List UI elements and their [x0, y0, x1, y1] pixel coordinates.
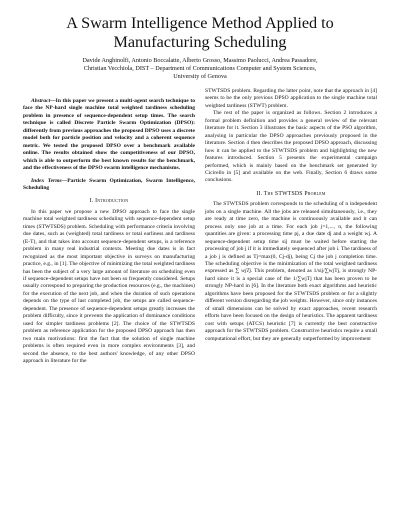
abstract	[23, 98, 195, 173]
right-paragraph-1: STWTSDS problem. Regarding the latter point, note that the approach in [4] seems to be the only previous DPSO application to the single machine total weighted tardiness (STWT) problem.	[205, 88, 377, 109]
author-block	[26, 57, 374, 82]
section-heading-introduction: I. Introduction	[89, 198, 129, 205]
index-terms-label: Index Terms	[31, 177, 62, 184]
problem-text-b: . This problem, denoted as 1/sij/∑wjTj, is strongly NP-hard since it is a special case of the 1/∑wjTj that has been proven to be strongly NP-hard in [6]. In the literature both exact algorithms and heuristic algorithms have been proposed for the STWTSDS problem or for a slightly different version disregarding the job weights. However, since only instances of small dimensions can be solved by exact approaches, recent research efforts have been focused on the design of heuristics. The apparent tardiness cost with setups (ATCS) heuristic [7] is currently the best constructive approach for the STWTSDS problem. Constructive heuristics require a small computational effort, but they are generally outperformed by improvement	[205, 268, 378, 342]
authors-line-1: Davide Anghinolfi, Antonio Boccalatte, Alberto Grosso, Massimo Paolucci, Andrea Passadore,	[82, 57, 318, 64]
title-line-2: Manufacturing Scheduling	[113, 33, 287, 51]
index-terms-text: —Particle Swarm Optimization, Swarm Intelligence, Scheduling	[23, 177, 195, 191]
paper-title	[20, 14, 380, 52]
authors-line-2: Christian Vecchiola, DIST – Department of Communications Computer and System Sciences,	[83, 65, 317, 73]
title-line-1: A Swarm Intelligence Method Applied to	[66, 14, 334, 32]
index-terms	[23, 178, 195, 193]
abstract-label: Abstract	[31, 98, 51, 104]
right-paragraph-2: The rest of the paper is organized as follows. Section 2 introduces a formal problem definition and provides a general review of the relevant literature for it. Section 3 illustrates the basic aspects of the PSO algorithm, analysing in particular the DPSO approaches previously proposed in the literature. Section 4 then describes the proposed DPSO approach, discussing how it can be applied to the STWTSDS problem and highlighting the new features introduced. Section 5 presents the experimental campaign performed, which is mainly based on the benchmark set generated by Cicirello in [5] and available on the web. Finally, Section 6 draws some conclusions.	[205, 110, 377, 184]
objective-formula: ∑ wjTj	[235, 268, 251, 275]
problem-text-a: The STWTSDS problem corresponds to the scheduling of n independent jobs on a single machine. All the jobs are released simultaneously, i.e., they are ready at time zero, the machine is continuously available and it can process only one job at a time. For each job j=1,..., n, the following quantities are given: a processing time pj, a due date dj and a weight wj. A sequence-dependent setup time sij must be waited before starting the processing of job j if it is immediately sequenced after job i. The tardiness of a job j is defined as Tj=max(0, Cj-dj), being Cj the job j completion time. The scheduling objective is the minimization of the total weighted tardiness expressed as	[205, 201, 377, 275]
abstract-text: —In this paper we present a multi-agent search technique to face the NP-hard single machine total weighted tardiness scheduling problem in presence of sequence-dependent setup times. The search technique is called Discrete Particle Swarm Optimization (DPSO): differently from previous approaches the proposed DPSO uses a discrete model both for particle position and velocity and a coherent sequence metric. We tested the proposed DPSO over a benchmark available online. The results obtained show the competitiveness of our DPSO, which is able to outperform the best known results for the benchmark, and the effectiveness of the DPSO swarm intelligence mechanisms.	[23, 98, 195, 172]
authors-line-3: University of Genova	[173, 73, 227, 81]
right-column	[205, 88, 377, 343]
section-heading-problem: II. The STWTSDS Problem	[256, 190, 326, 197]
left-column	[23, 98, 195, 365]
introduction-paragraph: In this paper we propose a new DPSO approach to face the single machine total weighted tardiness scheduling with sequence-dependent setup times (STWTSDS) problem. Scheduling with performance criteria involving due dates, such as (weighted) total tardiness or total earliness and tardiness (E-T), and that takes into account sequence-dependent setups, is a reference problem in many real industrial contexts. Meeting due dates is in fact recognized as the most important objective in surveys on manufacturing practice, e.g., in [1]. The objective of minimizing the total weighted tardiness has been the subject of a very large amount of literature on scheduling even if sequence-dependent setups have not been so frequently considered. Setups usually correspond to preparing the production resources (e.g., the machines) for the execution of the next job, and when the duration of such operations depends on the type of last completed job, the setups are called sequence-dependent. The presence of sequence-dependent setups greatly increases the problem difficulty, since it prevents the application of dominance conditions used for simpler tardiness problems [2]. The choice of the STWTSDS problem as reference application for the proposed DPSO approach has then two main motivations: first the fact that the solution of single machine problems is often required even in more complex environments [3], and second the absence, to the best authors' knowledge, of any other DPSO approach in literature for the	[23, 208, 195, 364]
right-paragraph-3	[205, 201, 377, 343]
